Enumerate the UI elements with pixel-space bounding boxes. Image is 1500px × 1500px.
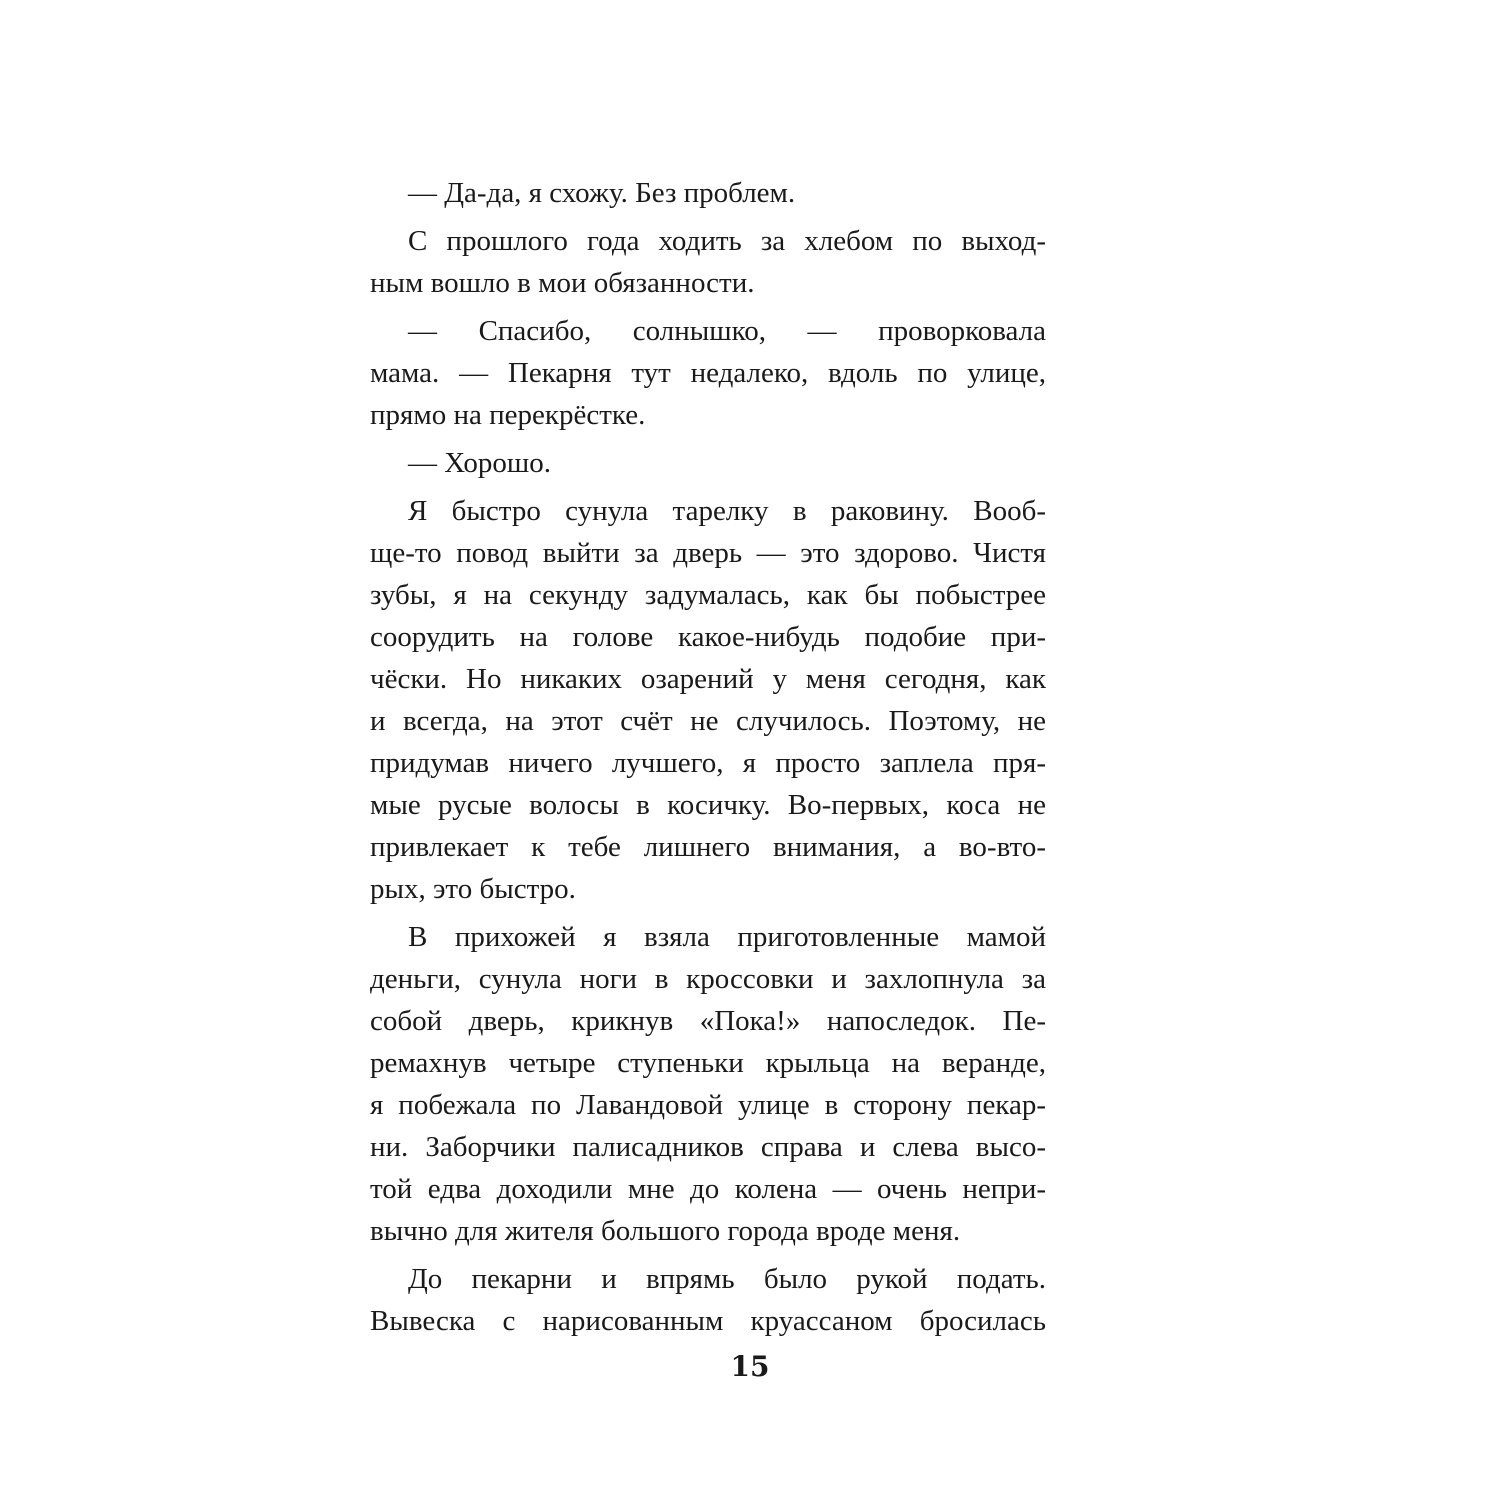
text-line: соорудить на голове какое-нибудь подобие при- xyxy=(370,621,1046,653)
text-line: До пекарни и впрямь было рукой подать. xyxy=(408,1263,1046,1295)
text-line: мама. — Пекарня тут недалеко, вдоль по улице, xyxy=(370,357,1046,389)
text-line: Вывеска с нарисованным круассаном бросилась xyxy=(370,1305,1046,1337)
text-line: ще-то повод выйти за дверь — это здорово. Чистя xyxy=(370,537,1046,569)
text-line: и всегда, на этот счёт не случилось. Поэтому, не xyxy=(370,705,1046,737)
text-line: ни. Заборчики палисадников справа и слева высо- xyxy=(370,1131,1046,1163)
text-line: мые русые волосы в косичку. Во-первых, коса не xyxy=(370,789,1046,821)
text-line: — Да-да, я схожу. Без проблем. xyxy=(408,177,796,209)
text-line: рых, это быстро. xyxy=(370,873,576,905)
text-line: — Спасибо, солнышко, — проворковала xyxy=(408,315,1046,347)
text-line: прямо на перекрёстке. xyxy=(370,399,646,431)
text-line: вычно для жителя большого города вроде меня. xyxy=(370,1215,961,1247)
text-line: В прихожей я взяла приготовленные мамой xyxy=(408,921,1046,953)
text-line: Я быстро сунула тарелку в раковину. Вооб- xyxy=(408,495,1046,527)
text-line: зубы, я на секунду задумалась, как бы побыстрее xyxy=(370,579,1046,611)
text-line: я побежала по Лавандовой улице в сторону пекар- xyxy=(370,1089,1046,1121)
text-line: С прошлого года ходить за хлебом по выход- xyxy=(408,225,1046,257)
text-line: ным вошло в мои обязанности. xyxy=(370,267,755,299)
text-line: деньги, сунула ноги в кроссовки и захлопнула за xyxy=(370,963,1046,995)
page-number: 15 xyxy=(730,1350,770,1383)
text-line: придумав ничего лучшего, я просто заплела пря- xyxy=(370,747,1046,779)
text-line: — Хорошо. xyxy=(408,447,551,479)
text-line: привлекает к тебе лишнего внимания, а во-вто- xyxy=(370,831,1046,863)
text-line: собой дверь, крикнув «Пока!» напоследок. Пе- xyxy=(370,1005,1046,1037)
text-line: чёски. Но никаких озарений у меня сегодня, как xyxy=(370,663,1046,695)
text-line: ремахнув четыре ступеньки крыльца на веранде, xyxy=(370,1047,1046,1079)
text-line: той едва доходили мне до колена — очень непри- xyxy=(370,1173,1046,1205)
body-text xyxy=(370,172,1046,1342)
